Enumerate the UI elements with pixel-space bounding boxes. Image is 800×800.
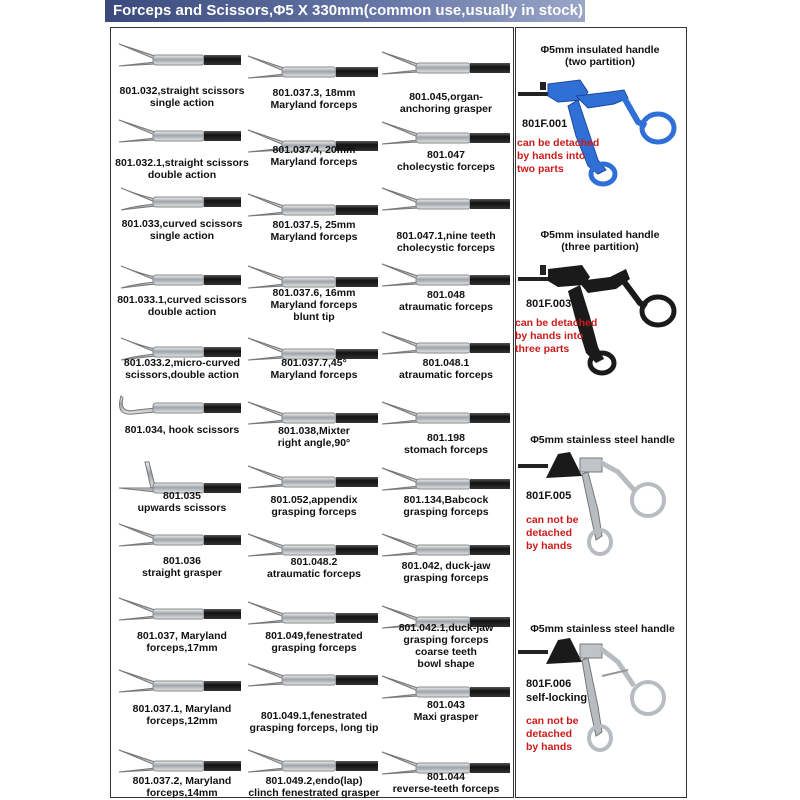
instrument-caption-line: blunt tip xyxy=(293,311,335,323)
instrument-caption-line: bowl shape xyxy=(417,658,475,670)
instrument-caption-line: atraumatic forceps xyxy=(267,568,361,580)
instrument-caption xyxy=(244,287,384,323)
instrument-caption-line: grasping forceps xyxy=(403,572,489,584)
instrument-caption-line: 801.044 xyxy=(427,771,465,783)
instrument-caption-line: 801.042.1,duck-jaw xyxy=(398,622,494,634)
instrument-caption-line: atraumatic forceps xyxy=(399,301,493,313)
handle-4-note-line-3: by hands xyxy=(526,741,573,753)
handle-1-title-line-2: (two partition) xyxy=(565,56,635,68)
instrument-caption-line: anchoring grasper xyxy=(399,103,493,115)
instrument-caption-line: 801.048.1 xyxy=(422,357,470,369)
instrument-caption-line: 801.035 xyxy=(163,490,201,502)
instrument-caption-line: grasping forceps xyxy=(271,642,357,654)
instrument-caption-line: 801.052,appendix xyxy=(270,494,358,506)
handle-1-note xyxy=(517,137,599,176)
instrument-caption xyxy=(378,494,514,518)
handle-2-note-line-2: by hands into xyxy=(515,330,584,342)
instrument-image xyxy=(115,656,243,706)
handle-1-note-line-2: by hands into xyxy=(517,150,586,162)
instrument-caption-line: scissors,double action xyxy=(125,369,239,381)
instrument-caption-line: 801.134,Babcock xyxy=(403,494,489,506)
instrument-caption-line: 801.032.1,straight scissors xyxy=(115,157,249,169)
instrument-caption xyxy=(244,144,384,168)
instrument-image xyxy=(378,174,512,224)
instrument-caption-line: 801.049.1,fenestrated xyxy=(260,710,368,722)
instrument-caption xyxy=(378,289,514,313)
instrument-caption xyxy=(244,710,384,734)
handle-3-note-line-2: detached xyxy=(526,527,573,539)
handle-4-code-line-2: self-locking xyxy=(526,692,588,704)
instrument-caption xyxy=(112,555,252,579)
instrument-image xyxy=(244,650,380,700)
instrument-caption xyxy=(112,424,252,436)
handle-3-title-line-1: Φ5mm stainless steel handle xyxy=(530,434,675,446)
instrument-caption xyxy=(244,87,384,111)
instrument-caption-line: 801.033,curved scissors xyxy=(121,218,243,230)
handle-4-title xyxy=(520,623,685,635)
handle-1-note-line-1: can be detached xyxy=(517,137,600,149)
instrument-caption-line: atraumatic forceps xyxy=(399,369,493,381)
handle-4-note-line-2: detached xyxy=(526,728,573,740)
instrument-image xyxy=(115,30,243,80)
instrument-caption-line: 801.037.7,45° xyxy=(281,357,347,369)
handle-2-note-line-3: three parts xyxy=(515,343,570,355)
instrument-caption xyxy=(112,630,252,654)
handle-2-title-line-2: (three partition) xyxy=(561,241,639,253)
handle-4-title-line-1: Φ5mm stainless steel handle xyxy=(530,623,675,635)
instrument-caption-line: 801.037.1, Maryland xyxy=(132,703,232,715)
handle-4-code xyxy=(526,677,587,705)
instrument-caption-line: right angle,90° xyxy=(277,437,351,449)
instrument-caption-line: 801.042, duck-jaw xyxy=(401,560,491,572)
instrument-caption-line: Maryland forceps xyxy=(270,231,358,243)
instrument-caption-line: 801.048 xyxy=(427,289,465,301)
instrument-caption xyxy=(244,775,384,799)
handle-2-note-line-1: can be detached xyxy=(515,317,598,329)
instrument-caption xyxy=(378,771,514,795)
handle-1-note-line-3: two parts xyxy=(517,163,564,175)
instrument-caption xyxy=(378,149,514,173)
instrument-caption xyxy=(112,703,252,727)
page-header xyxy=(105,0,585,22)
instrument-image xyxy=(378,388,512,438)
handle-3-note-line-3: by hands xyxy=(526,540,573,552)
handle-1-title xyxy=(520,44,680,68)
instrument-caption-line: 801.033.1,curved scissors xyxy=(117,294,247,306)
instrument-caption-line: Maryland forceps xyxy=(270,156,358,168)
instrument-caption-line: 801.047.1,nine teeth xyxy=(396,230,496,242)
instrument-caption-line: 801.198 xyxy=(427,432,465,444)
instrument-caption-line: 801.034, hook scissors xyxy=(124,424,240,436)
instrument-caption-line: Maryland forceps xyxy=(270,369,358,381)
handle-2-note xyxy=(515,317,597,356)
instrument-caption xyxy=(378,357,514,381)
instrument-image xyxy=(115,378,243,428)
instrument-caption xyxy=(244,357,384,381)
instrument-caption-line: Maryland forceps xyxy=(270,99,358,111)
instrument-caption-line: cholecystic forceps xyxy=(396,161,496,173)
instrument-caption-line: forceps,17mm xyxy=(146,642,218,654)
instrument-caption-line: 801.049.2,endo(lap) xyxy=(265,775,363,787)
instrument-caption xyxy=(112,775,252,799)
instrument-image xyxy=(115,584,243,634)
handle-3-note-line-1: can not be xyxy=(526,514,579,526)
instrument-caption-line: straight grasper xyxy=(142,567,222,579)
instrument-caption-line: 801.049,fenestrated xyxy=(265,630,363,642)
instrument-caption-line: single action xyxy=(149,230,215,242)
instrument-caption-line: 801.032,straight scissors xyxy=(119,85,245,97)
instrument-caption-line: 801.037.5, 25mm xyxy=(272,219,356,231)
instrument-caption xyxy=(378,432,514,456)
instrument-image xyxy=(115,106,243,156)
handle-2-code: 801F.003 xyxy=(526,298,572,310)
instrument-caption-line: reverse-teeth forceps xyxy=(392,783,500,795)
header-title: Forceps and Scissors,Φ5 X 330mm(common use,usually in stock) xyxy=(113,2,583,19)
instrument-image xyxy=(115,510,243,560)
instrument-caption-line: double action xyxy=(147,169,217,181)
instrument-caption-line: single action xyxy=(149,97,215,109)
instrument-caption-line: 801.037.3, 18mm xyxy=(272,87,356,99)
instrument-caption-line: coarse teeth xyxy=(415,646,477,658)
instrument-image xyxy=(378,38,512,88)
instrument-caption-line: 801.048.2 xyxy=(290,556,338,568)
instrument-caption xyxy=(112,294,252,318)
handle-3-note xyxy=(526,514,579,553)
instrument-caption-line: forceps,14mm xyxy=(146,787,218,799)
instrument-image xyxy=(115,172,243,222)
handle-3-code: 801F.005 xyxy=(526,490,572,502)
instrument-caption xyxy=(378,699,514,723)
handle-4-note-line-1: can not be xyxy=(526,715,579,727)
instrument-caption xyxy=(244,556,384,580)
instrument-caption xyxy=(244,494,384,518)
instrument-caption xyxy=(244,425,384,449)
handle-1-code: 801F.001 xyxy=(522,118,568,130)
handle-1-title-line-1: Φ5mm insulated handle xyxy=(540,44,660,56)
instrument-caption xyxy=(112,218,252,242)
instrument-caption xyxy=(378,560,514,584)
instrument-caption-line: forceps,12mm xyxy=(146,715,218,727)
instrument-caption-line: 801.037.4, 20mm xyxy=(272,144,356,156)
handle-2-title-line-1: Φ5mm insulated handle xyxy=(540,229,660,241)
instrument-caption-line: double action xyxy=(147,306,217,318)
instrument-caption-line: grasping forceps xyxy=(271,506,357,518)
instrument-caption-line: grasping forceps xyxy=(403,634,489,646)
instrument-caption-line: 801.037.6, 16mm xyxy=(272,287,356,299)
instrument-image xyxy=(244,42,380,92)
instrument-caption-line: upwards scissors xyxy=(137,502,227,514)
instrument-caption-line: 801.047 xyxy=(427,149,465,161)
instrument-caption-line: stomach forceps xyxy=(403,444,489,456)
instrument-caption-line: cholecystic forceps xyxy=(396,242,496,254)
handle-3-title xyxy=(520,434,685,446)
instrument-caption-line: 801.033.2,micro-curved xyxy=(123,357,241,369)
handle-2-title xyxy=(520,229,680,253)
instrument-caption-line: 801.038,Mixter xyxy=(278,425,350,437)
handle-4-note xyxy=(526,715,579,754)
instrument-caption-line: 801.045,organ- xyxy=(409,91,483,103)
instrument-caption-line: 801.043 xyxy=(427,699,465,711)
instrument-caption-line: 801.037, Maryland xyxy=(137,630,227,642)
instrument-caption-line: grasping forceps xyxy=(403,506,489,518)
instrument-caption-line: Maryland forceps xyxy=(270,299,358,311)
handle-4-code-line-1: 801F.006 xyxy=(526,678,572,690)
instrument-caption xyxy=(244,219,384,243)
instrument-caption-line: clinch fenestrated grasper xyxy=(248,787,380,799)
instrument-image xyxy=(115,250,243,300)
instrument-caption-line: 801.037.2, Maryland xyxy=(132,775,232,787)
instrument-caption-line: Maxi grasper xyxy=(413,711,479,723)
instrument-caption-line: grasping forceps, long tip xyxy=(249,722,379,734)
instrument-caption-line: 801.036 xyxy=(163,555,201,567)
